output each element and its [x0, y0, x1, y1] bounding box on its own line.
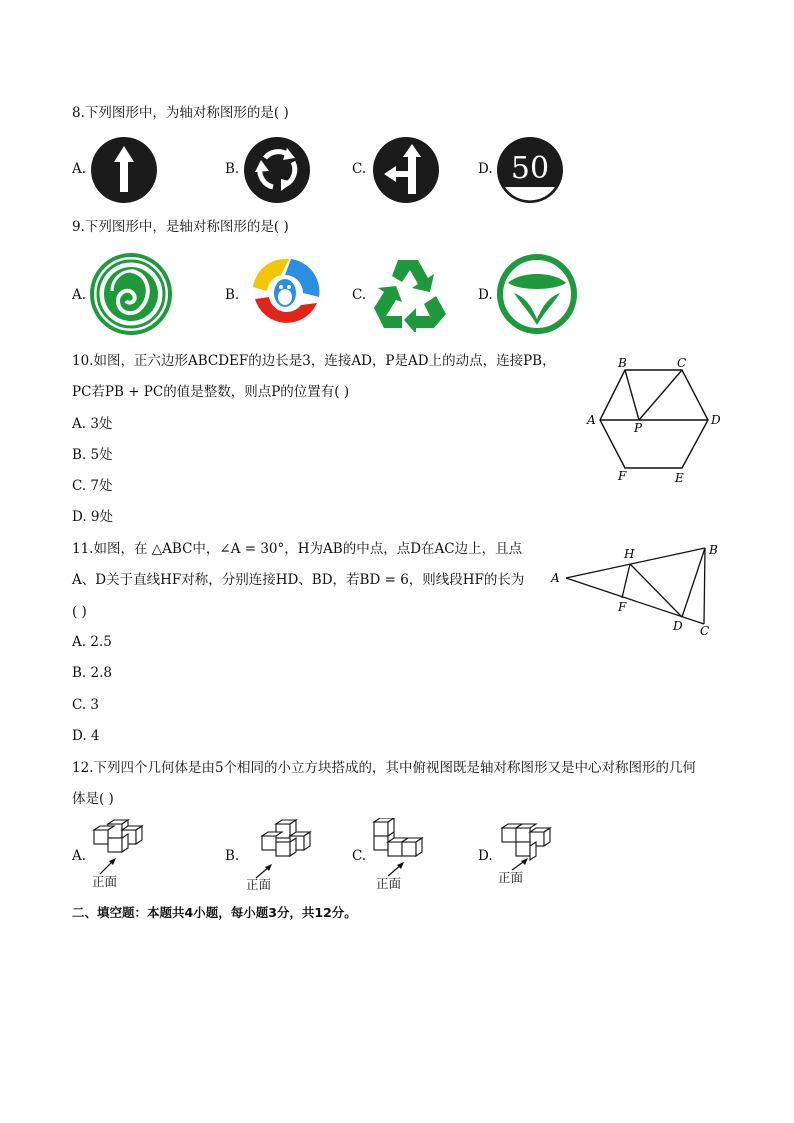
straight-or-left-sign-icon [372, 136, 440, 204]
speed-limit-value: 50 [510, 151, 550, 186]
q11-choice-b: B. 2.8 [72, 665, 112, 681]
penguin-logo-icon [245, 253, 325, 333]
recycle-logo-icon [368, 252, 454, 332]
q10-stem-line2: PC若PB + PC的值是整数，则点P的位置有( ) [72, 384, 350, 400]
q10-choice-d: D. 9处 [72, 509, 114, 525]
triangle-figure [548, 536, 728, 640]
green-food-logo-icon [496, 253, 578, 335]
hex-label-a: A [587, 413, 596, 427]
q12-c-front-label: 正面 [376, 876, 402, 891]
roundabout-sign-icon [243, 136, 311, 204]
q11-choice-a: A. 2.5 [72, 634, 112, 650]
cube-solid-b-icon [256, 818, 316, 864]
q9-option-c-label: C. [352, 287, 367, 303]
q10-choice-c: C. 7处 [72, 478, 113, 494]
speed-limit-50-sign-icon [496, 136, 564, 204]
tri-label-a: A [551, 571, 560, 585]
section-2-heading: 二、填空题：本题共4小题，每小题3分，共12分。 [72, 905, 357, 920]
tri-label-h: H [624, 547, 635, 561]
tri-label-b: B [709, 543, 718, 557]
green-swirl-logo-icon [90, 253, 172, 335]
q8-option-b-label: B. [225, 161, 240, 177]
q12-option-d-label: D. [478, 848, 493, 864]
hexagon-figure [580, 350, 730, 490]
q10-choice-b: B. 5处 [72, 447, 113, 463]
q8-stem: 8.下列图形中，为轴对称图形的是( ) [72, 105, 289, 121]
q12-d-front-label: 正面 [498, 870, 524, 885]
q12-stem-line2: 体是( ) [72, 791, 114, 807]
q12-option-a-label: A. [72, 848, 87, 864]
q12-stem-line1: 12.下列四个几何体是由5个相同的小立方块搭成的，其中俯视图既是轴对称图形又是中心对称图形的几何 [72, 760, 697, 776]
q10-choice-a: A. 3处 [72, 416, 113, 432]
q9-option-b-label: B. [225, 287, 240, 303]
q12-b-front-label: 正面 [246, 877, 272, 892]
q8-option-d-label: D. [478, 161, 493, 177]
q12-option-c-label: C. [352, 848, 367, 864]
q9-option-d-label: D. [478, 287, 493, 303]
q11-choice-c: C. 3 [72, 697, 100, 713]
hex-label-e: E [675, 471, 684, 485]
q10-stem-line1: 10.如图，正六边形ABCDEF的边长是3，连接AD，P是AD上的动点，连接PB， [72, 353, 556, 369]
q8-option-c-label: C. [352, 161, 367, 177]
hex-label-b: B [618, 356, 627, 370]
tri-label-c: C [700, 624, 710, 638]
cube-solid-c-icon [370, 818, 430, 864]
tri-label-d: D [673, 619, 683, 633]
q9-option-a-label: A. [72, 287, 87, 303]
hex-label-d: D [711, 413, 721, 427]
hex-label-p: P [634, 421, 643, 435]
hex-label-f: F [618, 469, 627, 483]
q11-stem-line1: 11.如图，在 △ABC中，∠A = 30°，H为AB的中点，点D在AC边上，且点 [72, 541, 523, 557]
q11-stem-line2: A、D关于直线HF对称，分别连接HD、BD，若BD = 6，则线段HF的长为 [72, 572, 525, 588]
q9-stem: 9.下列图形中，是轴对称图形的是( ) [72, 219, 289, 235]
q11-stem-line3: ( ) [72, 604, 87, 620]
q8-option-a-label: A. [72, 161, 87, 177]
q11-choice-d: D. 4 [72, 728, 100, 744]
q12-a-front-label: 正面 [92, 874, 118, 889]
up-arrow-sign-icon [90, 136, 158, 204]
hex-label-c: C [677, 356, 687, 370]
tri-label-f: F [618, 600, 627, 614]
q12-option-b-label: B. [225, 848, 240, 864]
